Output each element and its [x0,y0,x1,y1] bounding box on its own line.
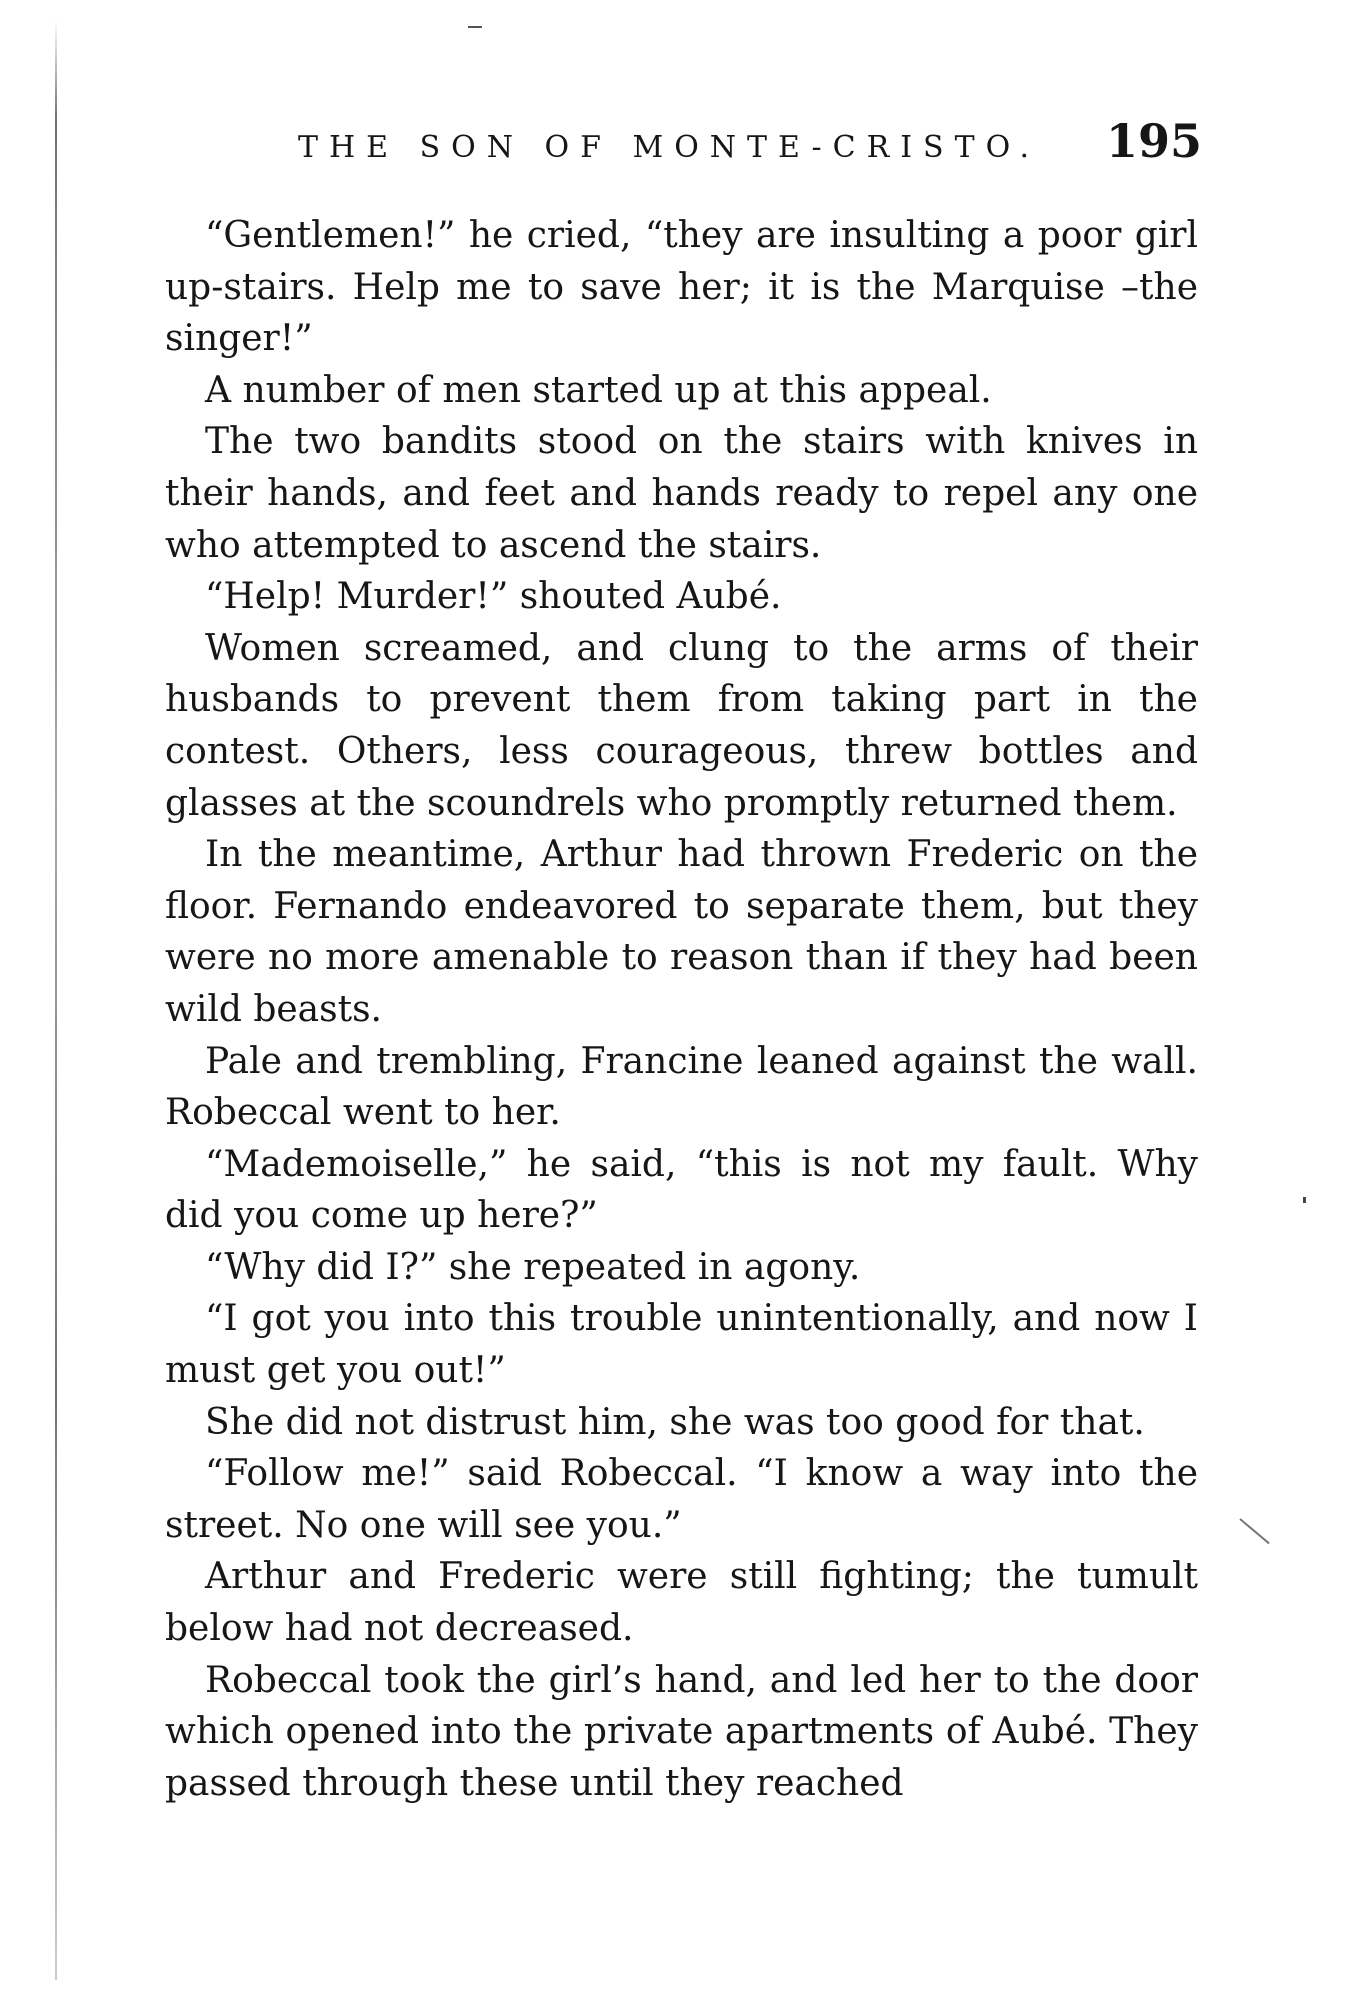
scan-mark [1303,1197,1306,1203]
paragraph: “I got you into this trouble unintentionally, and now I must get you out!” [165,1298,1198,1392]
paragraph: “Gentlemen!” he cried, “they are insulting a poor girl up-stairs. Help me to save her; it is the Marquise –the singer!” [165,215,1198,360]
body-text [165,210,1198,1809]
scan-edge-line [55,20,57,1980]
paragraph: She did not distrust him, she was too good for that. [205,1401,1145,1443]
paragraph: Women screamed, and clung to the arms of their husbands to prevent them from taking part in the contest. Others, less courageous, threw bottles and glasses at the scoundrels who promptly returned them. [165,627,1198,824]
paragraph: Robeccal took the girl’s hand, and led her to the door which opened into the private apartments of Aubé. They passed through these until they reached [165,1659,1198,1804]
paragraph: A number of men started up at this appeal. [205,369,992,411]
scan-mark [1239,1518,1269,1544]
paragraph: “Help! Murder!” shouted Aubé. [205,576,782,618]
page-number: 195 [1105,114,1202,168]
running-title: THE SON OF MONTE-CRISTO. [298,130,1040,165]
paragraph: Pale and trembling, Francine leaned against the wall. Robeccal went to her. [165,1040,1198,1134]
scan-mark [468,26,482,28]
paragraph: In the meantime, Arthur had thrown Frederic on the floor. Fernando endeavored to separate them, but they were no more amenable to reason than if they had been wild beasts. [165,834,1198,1030]
paragraph: “Why did I?” she repeated in agony. [205,1246,861,1288]
running-head [160,112,1202,172]
paragraph: “Mademoiselle,” he said, “this is not my fault. Why did you come up here?” [165,1143,1198,1237]
paragraph: The two bandits stood on the stairs with knives in their hands, and feet and hands ready to repel any one who attempted to ascend the stairs. [165,421,1198,566]
paragraph: “Follow me!” said Robeccal. “I know a way into the street. No one will see you.” [165,1453,1198,1546]
paragraph: Arthur and Frederic were still fighting; the tumult below had not decreased. [165,1556,1198,1650]
